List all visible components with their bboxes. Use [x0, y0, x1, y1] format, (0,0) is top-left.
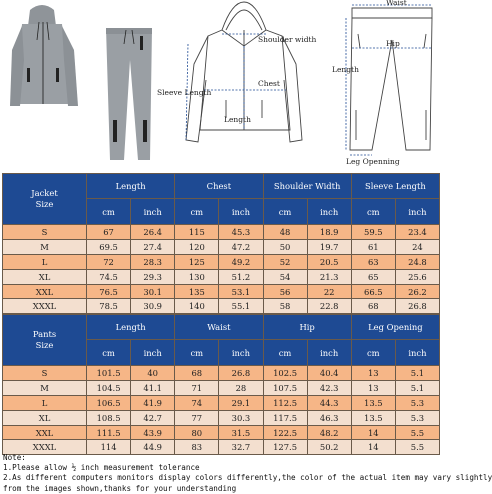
table-row [3, 425, 440, 440]
size-cell: S [3, 366, 87, 381]
value-cell: 14 [351, 425, 395, 440]
value-cell: 68 [351, 299, 395, 314]
value-cell: 74.5 [87, 269, 131, 284]
jacket-table-body [3, 174, 440, 314]
value-cell: 48.2 [307, 425, 351, 440]
value-cell: 5.5 [395, 440, 439, 455]
unit-header: cm [175, 199, 219, 225]
value-cell: 56 [263, 284, 307, 299]
value-cell: 80 [175, 425, 219, 440]
value-cell: 74 [175, 395, 219, 410]
value-cell: 13 [351, 366, 395, 381]
unit-header: inch [131, 199, 175, 225]
value-cell: 27.4 [131, 239, 175, 254]
label-pants-length: Length [332, 65, 359, 74]
unit-header: cm [263, 340, 307, 366]
note-line: from the images shown,thanks for your understanding [3, 483, 237, 493]
corner-label: Size [35, 199, 54, 209]
table-row [3, 410, 440, 425]
size-cell: M [3, 239, 87, 254]
column-group-header: Leg Opening [351, 315, 439, 340]
size-cell: XL [3, 410, 87, 425]
value-cell: 135 [175, 284, 219, 299]
table-row [3, 254, 440, 269]
value-cell: 25.6 [395, 269, 439, 284]
value-cell: 28.3 [131, 254, 175, 269]
value-cell: 76.5 [87, 284, 131, 299]
value-cell: 45.3 [219, 225, 263, 240]
value-cell: 5.1 [395, 366, 439, 381]
value-cell: 106.5 [87, 395, 131, 410]
value-cell: 14 [351, 440, 395, 455]
value-cell: 13 [351, 380, 395, 395]
label-waist: Waist [386, 0, 407, 7]
value-cell: 69.5 [87, 239, 131, 254]
pants-diagram [350, 8, 432, 150]
value-cell: 5.3 [395, 410, 439, 425]
value-cell: 41.1 [131, 380, 175, 395]
column-group-header: Waist [175, 315, 263, 340]
value-cell: 40 [131, 366, 175, 381]
value-cell: 18.9 [307, 225, 351, 240]
value-cell: 66.5 [351, 284, 395, 299]
unit-header: cm [351, 199, 395, 225]
value-cell: 59.5 [351, 225, 395, 240]
label-chest: Chest [258, 79, 280, 88]
product-illustration [0, 0, 443, 168]
value-cell: 127.5 [263, 440, 307, 455]
label-jacket-length: Length [224, 115, 251, 124]
value-cell: 72 [87, 254, 131, 269]
size-cell: M [3, 380, 87, 395]
table-row [3, 299, 440, 314]
value-cell: 61 [351, 239, 395, 254]
pants-size-corner [3, 315, 87, 366]
table-row [3, 225, 440, 240]
value-cell: 30.9 [131, 299, 175, 314]
value-cell: 42.7 [131, 410, 175, 425]
value-cell: 120 [175, 239, 219, 254]
size-cell: L [3, 254, 87, 269]
size-cell: L [3, 395, 87, 410]
value-cell: 30.1 [131, 284, 175, 299]
value-cell: 104.5 [87, 380, 131, 395]
value-cell: 83 [175, 440, 219, 455]
value-cell: 78.5 [87, 299, 131, 314]
value-cell: 41.9 [131, 395, 175, 410]
column-group-header: Length [87, 174, 175, 199]
value-cell: 5.3 [395, 395, 439, 410]
value-cell: 13.5 [351, 395, 395, 410]
unit-header: cm [87, 340, 131, 366]
label-sleeve-length: Sleeve Length [157, 88, 212, 97]
value-cell: 21.3 [307, 269, 351, 284]
unit-header: cm [175, 340, 219, 366]
column-group-header: Hip [263, 315, 351, 340]
value-cell: 13.5 [351, 410, 395, 425]
unit-header: cm [87, 199, 131, 225]
value-cell: 31.5 [219, 425, 263, 440]
value-cell: 102.5 [263, 366, 307, 381]
value-cell: 19.7 [307, 239, 351, 254]
value-cell: 26.8 [395, 299, 439, 314]
table-row [3, 395, 440, 410]
value-cell: 67 [87, 225, 131, 240]
label-hip: Hip [386, 39, 400, 48]
column-group-header: Chest [175, 174, 263, 199]
table-row [3, 366, 440, 381]
column-group-header: Shoulder Width [263, 174, 351, 199]
size-cell: XXXL [3, 299, 87, 314]
note-line: 2.As different computers monitors display colors differently,the color of the actual item may vary slightly [3, 473, 492, 483]
corner-label: Jacket [31, 188, 58, 198]
unit-header: inch [219, 340, 263, 366]
value-cell: 43.9 [131, 425, 175, 440]
pants-size-table [2, 314, 440, 455]
unit-header: inch [395, 199, 439, 225]
value-cell: 52 [263, 254, 307, 269]
value-cell: 22.8 [307, 299, 351, 314]
value-cell: 115 [175, 225, 219, 240]
corner-label: Size [35, 340, 54, 350]
value-cell: 24 [395, 239, 439, 254]
value-cell: 140 [175, 299, 219, 314]
unit-header: cm [351, 340, 395, 366]
table-row [3, 269, 440, 284]
value-cell: 58 [263, 299, 307, 314]
value-cell: 51.2 [219, 269, 263, 284]
value-cell: 50.2 [307, 440, 351, 455]
value-cell: 32.7 [219, 440, 263, 455]
note-line: 1.Please allow ½ inch measurement tolerance [3, 463, 200, 473]
value-cell: 68 [175, 366, 219, 381]
note-line: Note: [3, 453, 26, 462]
size-cell: XL [3, 269, 87, 284]
value-cell: 117.5 [263, 410, 307, 425]
value-cell: 23.4 [395, 225, 439, 240]
value-cell: 107.5 [263, 380, 307, 395]
unit-header: cm [263, 199, 307, 225]
pants-measure-lines [346, 5, 432, 155]
notes [3, 453, 492, 494]
value-cell: 101.5 [87, 366, 131, 381]
value-cell: 26.2 [395, 284, 439, 299]
value-cell: 46.3 [307, 410, 351, 425]
unit-header: inch [219, 199, 263, 225]
pants-table-body [3, 315, 440, 455]
value-cell: 24.8 [395, 254, 439, 269]
value-cell: 49.2 [219, 254, 263, 269]
tracksuit-photo [10, 5, 152, 160]
table-row [3, 239, 440, 254]
value-cell: 5.1 [395, 380, 439, 395]
unit-header: inch [307, 340, 351, 366]
value-cell: 55.1 [219, 299, 263, 314]
value-cell: 130 [175, 269, 219, 284]
value-cell: 112.5 [263, 395, 307, 410]
value-cell: 50 [263, 239, 307, 254]
value-cell: 5.5 [395, 425, 439, 440]
size-cell: S [3, 225, 87, 240]
value-cell: 108.5 [87, 410, 131, 425]
value-cell: 122.5 [263, 425, 307, 440]
value-cell: 40.4 [307, 366, 351, 381]
value-cell: 42.3 [307, 380, 351, 395]
size-cell: XXXL [3, 440, 87, 455]
corner-label: Pants [32, 329, 57, 339]
value-cell: 26.8 [219, 366, 263, 381]
value-cell: 111.5 [87, 425, 131, 440]
size-cell: XXL [3, 425, 87, 440]
value-cell: 22 [307, 284, 351, 299]
value-cell: 54 [263, 269, 307, 284]
unit-header: inch [131, 340, 175, 366]
label-shoulder-width: Shoulder width [258, 35, 317, 44]
value-cell: 29.3 [131, 269, 175, 284]
value-cell: 29.1 [219, 395, 263, 410]
label-leg-opening: Leg Openning [346, 157, 400, 166]
table-row [3, 284, 440, 299]
table-row [3, 380, 440, 395]
value-cell: 77 [175, 410, 219, 425]
value-cell: 65 [351, 269, 395, 284]
value-cell: 114 [87, 440, 131, 455]
jacket-size-corner [3, 174, 87, 225]
column-group-header: Sleeve Length [351, 174, 439, 199]
value-cell: 47.2 [219, 239, 263, 254]
value-cell: 71 [175, 380, 219, 395]
value-cell: 44.3 [307, 395, 351, 410]
unit-header: inch [307, 199, 351, 225]
value-cell: 125 [175, 254, 219, 269]
value-cell: 44.9 [131, 440, 175, 455]
unit-header: inch [395, 340, 439, 366]
value-cell: 30.3 [219, 410, 263, 425]
jacket-size-table [2, 173, 440, 314]
size-cell: XXL [3, 284, 87, 299]
value-cell: 26.4 [131, 225, 175, 240]
value-cell: 63 [351, 254, 395, 269]
value-cell: 48 [263, 225, 307, 240]
value-cell: 28 [219, 380, 263, 395]
column-group-header: Length [87, 315, 175, 340]
value-cell: 53.1 [219, 284, 263, 299]
value-cell: 20.5 [307, 254, 351, 269]
